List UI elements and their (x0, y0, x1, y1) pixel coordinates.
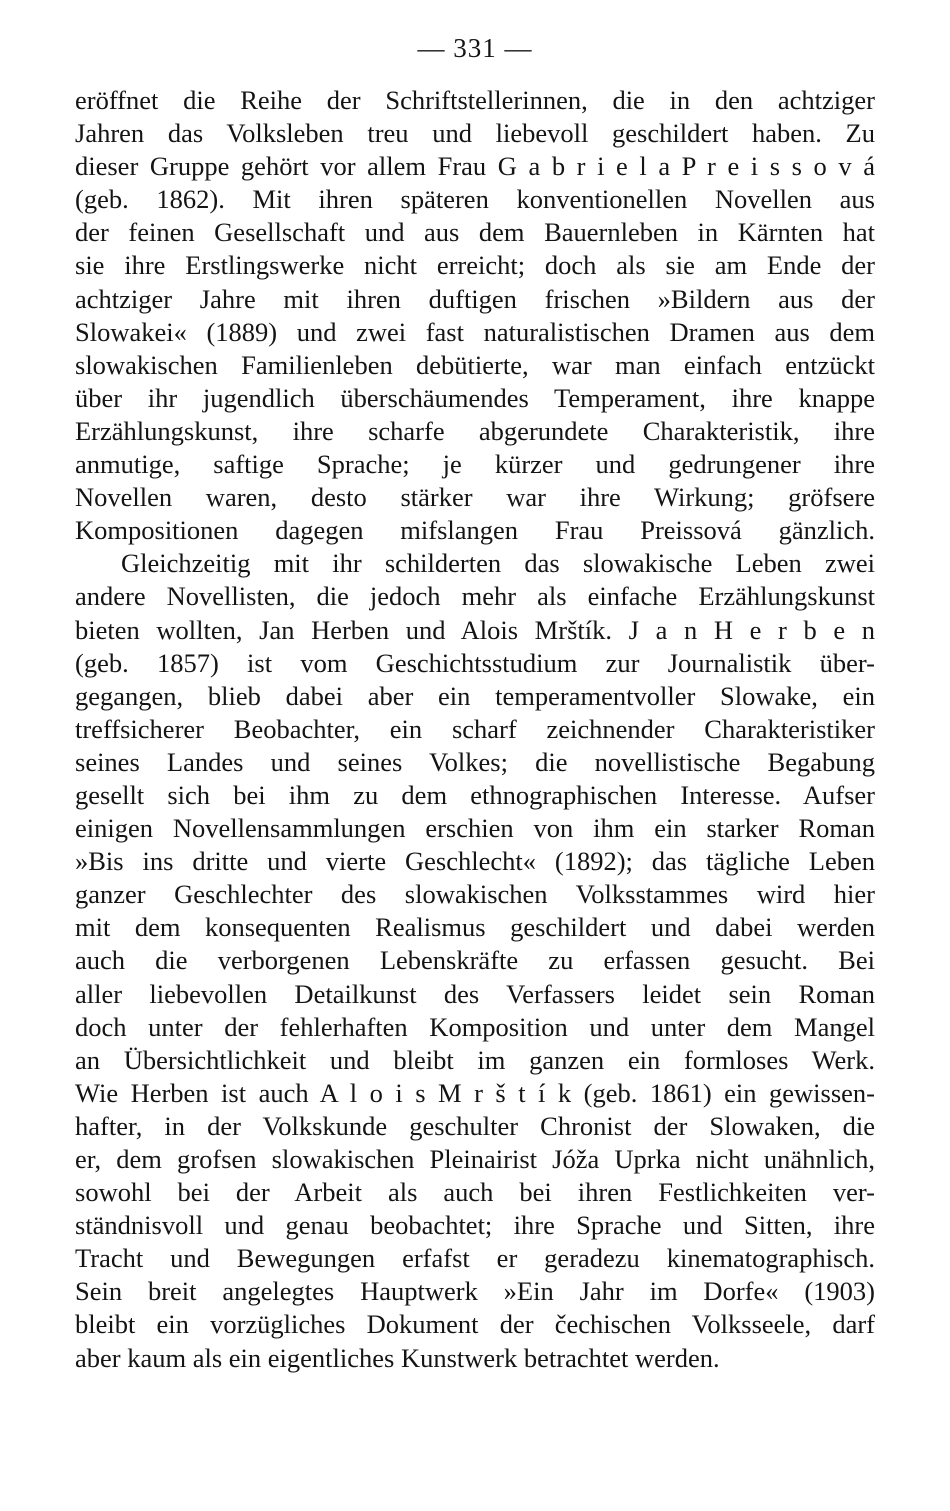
text-line: bleibt ein vorzügliches Dokument der čechischen Volksseele, darf (75, 1309, 875, 1340)
body-text (75, 84, 875, 1375)
text-line: bieten wollten, Jan Herben und Alois Mrštík. J a n H e r b e n (75, 614, 875, 645)
text-line: ständnisvoll und genau beobachtet; ihre Sprache und Sitten, ihre (75, 1210, 875, 1241)
text-line: achtziger Jahre mit ihren duftigen frischen »Bildern aus der (75, 283, 875, 314)
text-line: (geb. 1862). Mit ihren späteren konventionellen Novellen aus (75, 184, 875, 215)
text-line: Jahren das Volksleben treu und liebevoll geschildert haben. Zu (75, 118, 875, 149)
text-line: der feinen Gesellschaft und aus dem Bauernleben in Kärnten hat (75, 217, 875, 248)
text-line: andere Novellisten, die jedoch mehr als einfache Erzählungskunst (75, 581, 875, 612)
page-number: — 331 — (417, 33, 533, 63)
text-line: eröffnet die Reihe der Schriftstellerinnen, die in den achtziger (75, 85, 875, 115)
text-line: Sein breit angelegtes Hauptwerk »Ein Jahr im Dorfe« (1903) (75, 1276, 875, 1307)
text-line: Tracht und Bewegungen erfafst er geradezu kinematographisch. (75, 1243, 875, 1274)
text-line: dieser Gruppe gehört vor allem Frau G a b r i e l a P r e i s s o v á (75, 151, 875, 182)
text-line: er, dem grofsen slowakischen Pleinairist Jóža Uprka nicht unähnlich, (75, 1144, 875, 1174)
text-line: hafter, in der Volkskunde geschulter Chronist der Slowaken, die (75, 1110, 875, 1141)
text-line: gesellt sich bei ihm zu dem ethnographischen Interesse. Aufser (75, 779, 875, 810)
text-line: anmutige, saftige Sprache; je kürzer und gedrungener ihre (75, 449, 875, 480)
text-line: gegangen, blieb dabei aber ein temperamentvoller Slowake, ein (75, 680, 875, 711)
text-line: an Übersichtlichkeit und bleibt im ganzen ein formloses Werk. (75, 1044, 875, 1075)
text-line: (geb. 1857) ist vom Geschichtsstudium zur Journalistik über- (75, 647, 875, 678)
text-line: sowohl bei der Arbeit als auch bei ihren Festlichkeiten ver- (75, 1177, 875, 1208)
text-line: treffsicherer Beobachter, ein scharf zeichnender Charakteristiker (75, 713, 875, 744)
text-line: Gleichzeitig mit ihr schilderten das slowakische Leben zwei (121, 548, 875, 579)
text-line: einigen Novellensammlungen erschien von ihm ein starker Roman (75, 813, 875, 844)
text-line: sie ihre Erstlingswerke nicht erreicht; doch als sie am Ende der (75, 250, 875, 281)
text-line: ganzer Geschlechter des slowakischen Volksstammes wird hier (75, 879, 875, 910)
text-line: Kompositionen dagegen mifslangen Frau Preissová gänzlich. (75, 515, 875, 546)
text-line: seines Landes und seines Volkes; die novellistische Begabung (75, 746, 875, 777)
text-line: auch die verborgenen Lebenskräfte zu erfassen gesucht. Bei (75, 945, 875, 976)
text-line: Wie Herben ist auch A l o i s M r š t í k (geb. 1861) ein gewissen- (75, 1077, 875, 1108)
text-line: Erzählungskunst, ihre scharfe abgerundete Charakteristik, ihre (75, 415, 875, 446)
text-line: über ihr jugendlich überschäumendes Temperament, ihre knappe (75, 382, 875, 413)
text-line: »Bis ins dritte und vierte Geschlecht« (1892); das tägliche Leben (75, 846, 875, 877)
text-line: doch unter der fehlerhaften Komposition und unter dem Mangel (75, 1011, 875, 1042)
text-line: mit dem konsequenten Realismus geschildert und dabei werden (75, 912, 875, 943)
text-line: slowakischen Familienleben debütierte, war man einfach entzückt (75, 349, 875, 380)
text-line: aber kaum als ein eigentliches Kunstwerk betrachtet werden. (75, 1342, 720, 1373)
text-line: Novellen waren, desto stärker war ihre Wirkung; gröfsere (75, 482, 875, 513)
text-line: Slowakei« (1889) und zwei fast naturalistischen Dramen aus dem (75, 316, 875, 347)
text-line: aller liebevollen Detailkunst des Verfassers leidet sein Roman (75, 978, 875, 1009)
